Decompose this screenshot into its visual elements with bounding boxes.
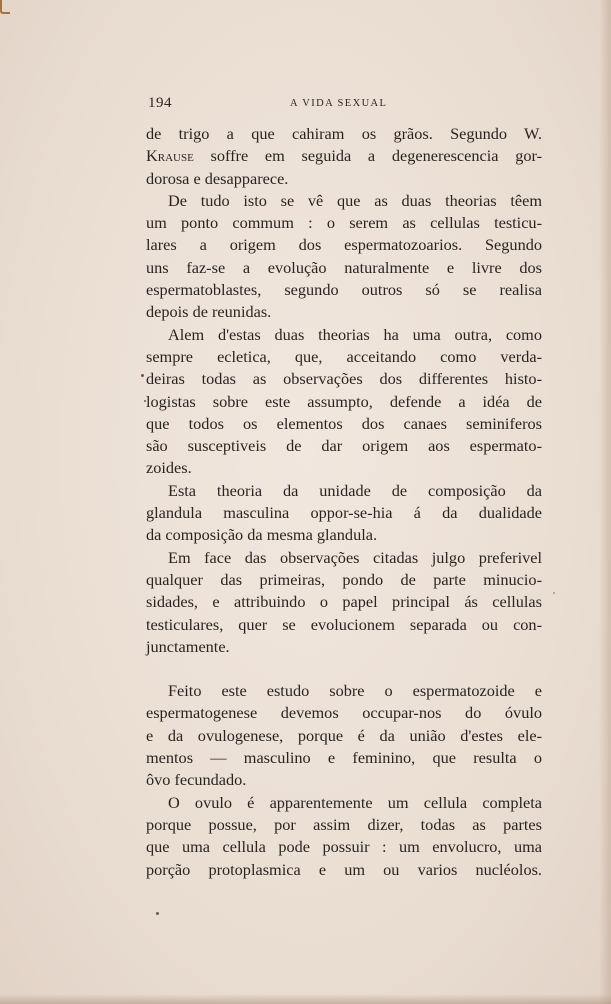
line-text: De tudo isto se vê que as duas theorias têem [168,190,542,210]
text-line [146,257,542,279]
text-line [146,480,542,502]
line-text: Alem d'estas duas theorias ha uma outra, como [168,324,542,344]
text-line [146,502,542,524]
page-edge-shadow-bottom [0,994,611,1004]
line-text: O ovulo é apparentemente um cellula completa [168,792,542,812]
line-text: ôvo fecundado. [146,770,247,790]
text-line [146,324,542,346]
line-text: mentos — masculino e feminino, que resulta o [146,748,542,768]
line-text: um ponto commum : o serem as cellulas testicu- [146,213,542,233]
text-line [146,391,542,413]
line-text: dorosa e desapparece. [146,168,289,188]
ink-speck [553,592,555,594]
text-line [146,725,542,747]
line-text: espermatogenese devemos occupar-nos do óvulo [146,703,542,723]
ink-speck [141,374,144,377]
text-line [146,346,542,368]
text-line [146,636,542,658]
text-line [146,569,542,591]
line-text: sempre ecletica, que, acceitando como verda- [146,346,542,366]
ink-speck [144,400,146,402]
text-line [146,145,542,167]
line-text: lares a origem dos espermatozoarios. Segundo [146,235,542,255]
line-text: que uma cellula pode possuir : um envolucro, uma [146,837,542,857]
text-line [146,814,542,836]
line-text: de trigo a que cahiram os grãos. Segundo W. [146,124,542,143]
line-text: que todos os elementos dos canaes seminiferos [146,413,542,433]
corner-mark [0,0,10,14]
text-line [146,591,542,613]
text-line [146,279,542,301]
text-line [146,301,542,323]
text-line [146,702,542,724]
page-edge-shadow-right [599,0,611,1004]
line-text: da composição da mesma glandula. [146,525,378,545]
line-text: porção protoplasmica e um ou varios nucléolos. [146,859,542,879]
line-text: uns faz-se a evolução naturalmente e livre dos [146,257,542,277]
text-line [146,859,542,881]
line-text: sidades, e attribuindo o papel principal ás cellulas [146,592,542,612]
text-line [146,614,542,636]
line-text: soffre em seguida a degenerescencia gor- [210,146,542,166]
running-title: A VIDA SEXUAL [290,98,388,109]
text-line [146,212,542,234]
line-text: são susceptiveis de dar origem aos espermato- [146,436,542,456]
body-text [146,123,542,881]
page-number: 194 [148,95,172,111]
line-text: junctamente. [146,636,230,656]
line-text: espermatoblastes, segundo outros só se realisa [146,280,542,300]
text-line [146,792,542,814]
text-line [146,747,542,769]
line-text: zoides. [146,458,192,478]
text-line [146,123,542,145]
text-line [146,524,542,546]
text-line [146,836,542,858]
line-text: depois de reunidas. [146,302,272,322]
text-line [146,234,542,256]
text-line [146,168,542,190]
text-line [146,413,542,435]
text-line [146,190,542,212]
text-line [146,457,542,479]
text-line [146,435,542,457]
line-text: deiras todas as observações dos differentes histo- [146,369,542,389]
line-text: Feito este estudo sobre o espermatozoide e [168,681,542,701]
ink-speck [156,912,159,915]
text-line [146,680,542,702]
line-text: Esta theoria da unidade de composição da [168,480,542,500]
line-text: e da ovulogenese, porque é da união d'estes ele- [146,725,542,745]
text-line [146,368,542,390]
text-line [146,769,542,791]
line-text: porque possue, por assim dizer, todas as partes [146,814,542,834]
paragraph-gap [146,658,542,680]
line-text: logistas sobre este assumpto, defende a idéa de [146,391,542,411]
line-text: testiculares, quer se evolucionem separada ou con- [146,614,542,634]
line-text: qualquer das primeiras, pondo de parte minucio- [146,569,542,589]
line-text: Em face das observações citadas julgo preferivel [168,547,542,567]
author-name: Krause [146,146,194,166]
line-text: glandula masculina oppor-se-hia á da dualidade [146,503,542,523]
text-line [146,547,542,569]
